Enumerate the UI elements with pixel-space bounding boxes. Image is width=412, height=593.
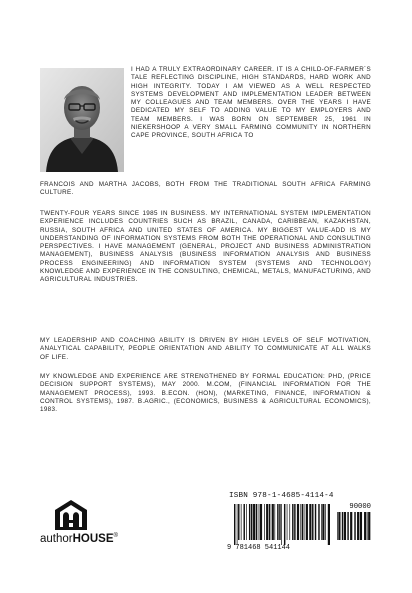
barcode-bar bbox=[272, 504, 274, 540]
barcode-bar bbox=[244, 504, 245, 540]
barcode-bar bbox=[241, 504, 242, 540]
bio-paragraph-1-bottom: FRANCOIS AND MARTHA JACOBS, BOTH FROM THE TRADITIONAL SOUTH AFRICA FARMING CULTURE. bbox=[40, 181, 371, 197]
barcode-bar bbox=[264, 504, 265, 540]
barcode-bar bbox=[266, 504, 268, 540]
publisher-name-part1: author bbox=[40, 533, 73, 545]
barcode-bar bbox=[274, 504, 275, 540]
bio-paragraph-4: MY KNOWLEDGE AND EXPERIENCE ARE STRENGTHENED BY FORMAL EDUCATION: PHD, (PRICE DECISION SUPPORT SYSTEMS), MAY 2000. M.COM, (FINANCIAL INFORMATION FOR THE MANAGEMENT PROCESS), 1993. B.ECON. (HON), (MARKETING, FINANCE, INFORMATION & CONTROL SYSTEMS), 1987. B.AGRIC., (ECONOMICS, BUSINESS & AGRICULTURAL ECONOMICS), 1983. bbox=[40, 373, 371, 413]
barcode-bar bbox=[367, 512, 368, 540]
barcode-bar bbox=[328, 504, 330, 545]
barcode-bar bbox=[249, 504, 250, 540]
barcode-bar bbox=[279, 504, 280, 540]
barcode-bar bbox=[253, 504, 255, 540]
barcode-bar bbox=[306, 504, 308, 540]
bio-paragraph-1-top: I HAD A TRULY EXTRAORDINARY CAREER. IT IS A CHILD-OF-FARMER´S TALE REFLECTING DISCIPLINE, HIGH STANDARDS, HARD WORK AND HIGH INTEGRITY. TODAY I AM VIEWED AS A WELL RESPECTED SYSTEMS DEVELOPMENT AND IMPLEMENTATION LEADER BETWEEN MY COLLEAGUES AND TEAM MEMBERS. OVER THE YEARS I HAVE DEDICATED MY SELF TO ADDING VALUE TO MY EMPLOYERS AND TEAM MEMBERS. I WAS BORN ON SEPTEMBER 25, 1961 IN NIEKERSHOOP A VERY SMALL FARMING COMMUNITY IN NORTHERN CAPE PROVINCE, SOUTH AFRICA TO bbox=[131, 66, 371, 139]
barcode-bar bbox=[354, 512, 355, 540]
barcode-bar bbox=[259, 504, 260, 540]
barcode-bar bbox=[360, 512, 362, 540]
barcode-bar bbox=[256, 504, 257, 540]
barcode-addon-bars bbox=[337, 512, 371, 545]
isbn-barcode bbox=[227, 492, 373, 556]
barcode-bar bbox=[302, 504, 303, 540]
barcode-bar bbox=[238, 504, 239, 540]
barcode-bar bbox=[325, 504, 326, 540]
barcode-bar bbox=[364, 512, 366, 540]
barcode-bar bbox=[277, 504, 278, 540]
barcode-bar bbox=[322, 504, 324, 540]
barcode-bar bbox=[294, 504, 295, 540]
barcode-bar bbox=[260, 504, 262, 540]
bio-paragraph-3: MY LEADERSHIP AND COACHING ABILITY IS DRIVEN BY HIGH LEVELS OF SELF MOTIVATION, ANALYTICAL CAPABILITY, PEOPLE ORIENTATION AND ABILITY TO COMMUNICATE AT ALL WALKS OF LIFE. bbox=[40, 337, 371, 361]
barcode-bar bbox=[246, 504, 247, 540]
price-code: 90000 bbox=[349, 503, 371, 511]
barcode-bar bbox=[350, 512, 352, 540]
publisher-logo bbox=[40, 499, 130, 547]
barcode-bar bbox=[287, 504, 288, 540]
barcode-bar bbox=[357, 512, 359, 540]
barcode-bar bbox=[300, 504, 301, 540]
barcode-bar bbox=[251, 504, 252, 540]
isbn-label: ISBN 978-1-4685-4114-4 bbox=[229, 492, 334, 500]
author-photo bbox=[40, 68, 124, 172]
barcode-main-bars bbox=[234, 504, 331, 545]
barcode-bar bbox=[309, 504, 311, 540]
barcode-bar bbox=[304, 504, 305, 540]
barcode-bar bbox=[315, 504, 316, 540]
barcode-bar bbox=[312, 504, 313, 540]
barcode-bar bbox=[344, 512, 346, 540]
barcode-bar bbox=[342, 512, 343, 540]
bio-paragraph-2: TWENTY-FOUR YEARS SINCE 1985 IN BUSINESS. MY INTERNATIONAL SYSTEM IMPLEMENTATION EXPERIENCE INCLUDES COUNTRIES SUCH AS BRAZIL, CANADA, CARIBBEAN, KAZAKHSTAN, RUSSIA, SOUTH AFRICA AND UNITED STATES OF AMERICA. MY BIGGEST VALUE-ADD IS MY UNDERSTANDING OF INFORMATION SYSTEMS FROM BOTH THE OPERATIONAL AND CONSULTING PERSPECTIVES. I HAVE MANAGEMENT (GENERAL, PROJECT AND BUSINESS ADMINISTRATION MANAGEMENT), BUSINESS ANALYSIS (BUSINESS INFORMATION ANALYSIS AND BUSINESS PROCESS ENGINEERING) AND INFORMATION SYSTEM (SYSTEMS AND TECHNOLOGY) KNOWLEDGE AND EXPERIENCE IN THE CONSULTING, CHEMICAL, METALS, MANUFACTURING, AND AGRICULTURAL INDUSTRIES. bbox=[40, 210, 371, 283]
barcode-bar bbox=[318, 504, 319, 540]
publisher-house-icon bbox=[54, 499, 88, 531]
barcode-bar bbox=[284, 504, 285, 545]
barcode-bar bbox=[368, 512, 370, 540]
barcode-bar bbox=[269, 504, 270, 540]
registered-mark: ® bbox=[113, 533, 118, 540]
barcode-bar bbox=[281, 504, 282, 545]
barcode-bar bbox=[234, 504, 235, 545]
barcode-bar bbox=[237, 504, 238, 545]
publisher-name-part2: HOUSE bbox=[72, 533, 114, 545]
barcode-bar bbox=[337, 512, 338, 540]
barcode-bar bbox=[292, 504, 293, 540]
publisher-name bbox=[40, 533, 118, 545]
barcode-bar bbox=[289, 504, 290, 540]
barcode-bar bbox=[347, 512, 348, 540]
barcode-digits: 9 781468 541144 bbox=[227, 544, 291, 552]
barcode-bar bbox=[321, 504, 322, 540]
barcode-bar bbox=[338, 512, 340, 540]
barcode-bar bbox=[297, 504, 299, 540]
